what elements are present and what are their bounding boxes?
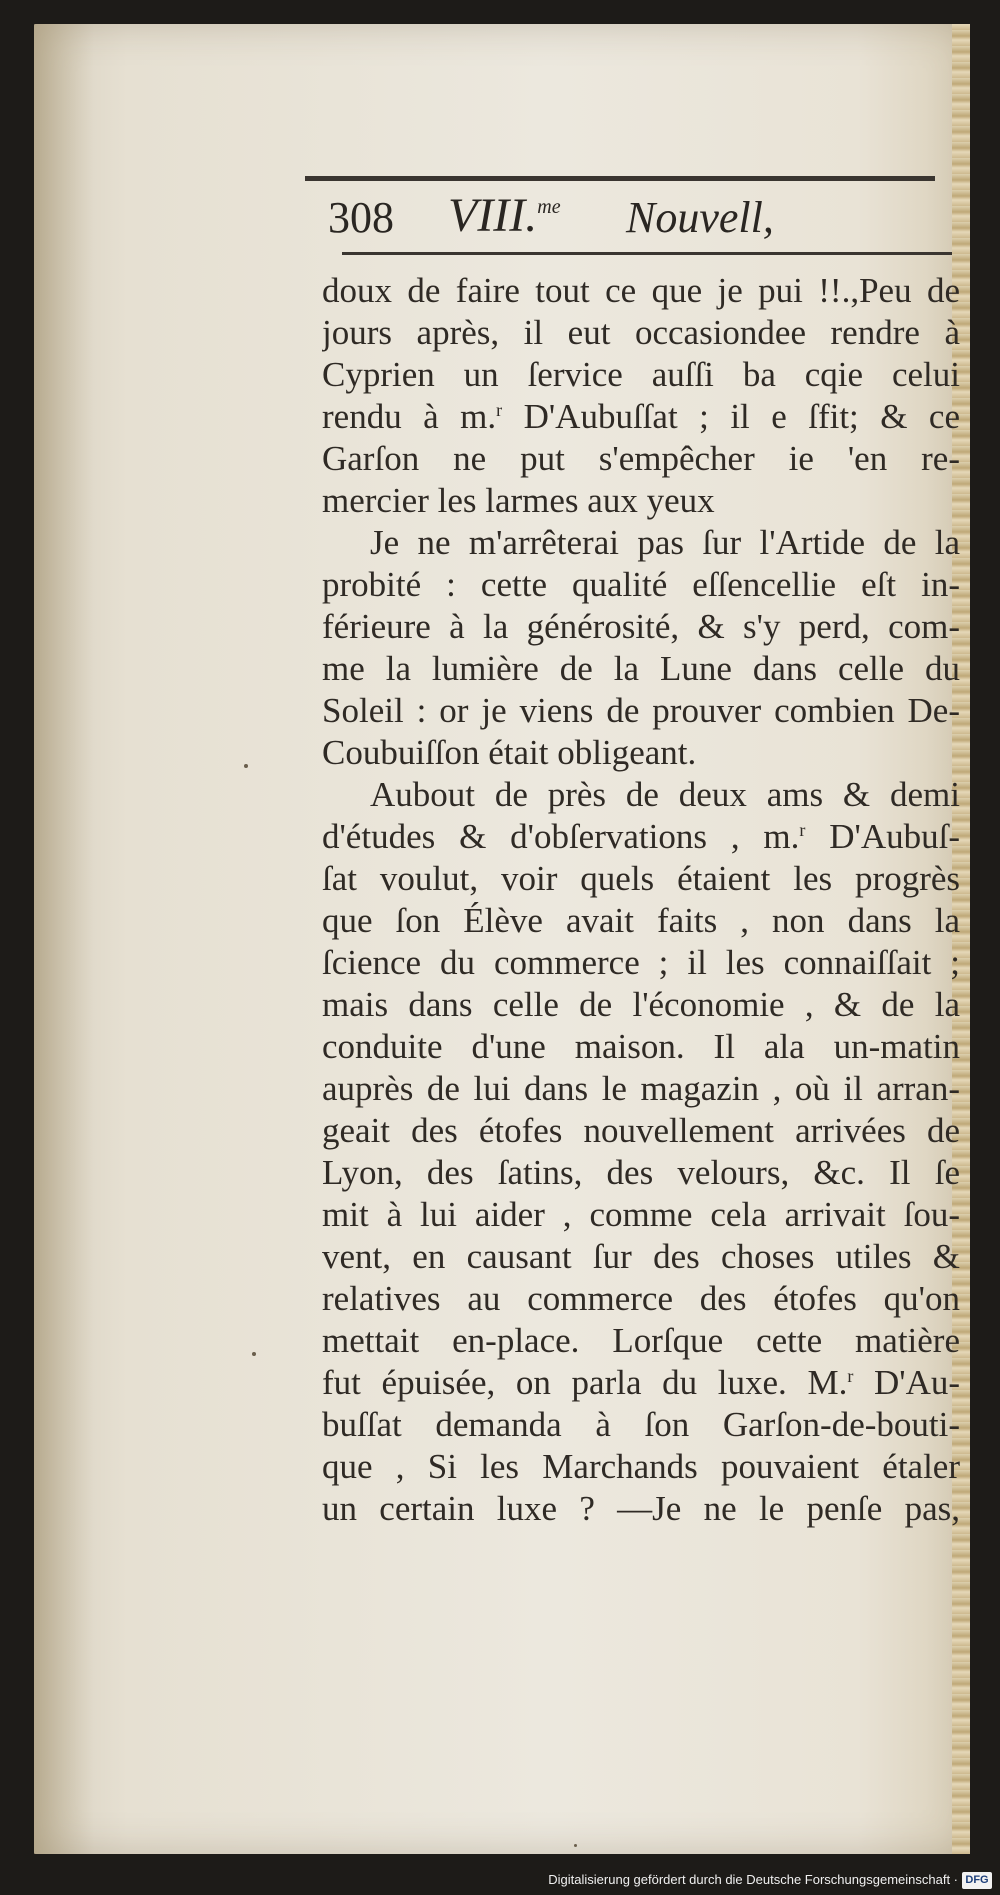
- text-line: Cyprien un ſervice auſſi ba cqie celui: [322, 355, 960, 394]
- text-line: Aubout de près de deux ams & demi: [370, 775, 960, 814]
- text-line: auprès de lui dans le magazin , où il arran-: [322, 1069, 960, 1108]
- running-head-title-superscript: me: [537, 196, 561, 218]
- text-line: ſat voulut, voir quels étaient les progrès: [322, 859, 960, 898]
- page-gutter-shadow: [34, 24, 94, 1854]
- text-line: Lyon, des ſatins, des velours, &c. Il ſe: [322, 1153, 960, 1192]
- body-text: [322, 270, 960, 1550]
- text-line: doux de faire tout ce que je pui !!.,Peu de: [322, 271, 960, 310]
- paper-speck: [252, 1352, 256, 1356]
- text-line: mit à lui aider , comme cela arrivait ſou-: [322, 1195, 960, 1234]
- text-fragment: D'Aubuſ-: [805, 817, 960, 856]
- text-line: [322, 816, 960, 858]
- text-fragment: D'Au-: [853, 1363, 960, 1402]
- dfg-logo: [962, 1872, 992, 1889]
- text-superscript: r: [496, 400, 503, 420]
- header-rule-top: [305, 176, 935, 181]
- running-head-title-text: VIII.: [448, 189, 538, 242]
- text-fragment: fut épuisée, on parla du luxe. M.: [322, 1363, 848, 1402]
- text-line: mettait en-place. Lorſque cette matière: [322, 1321, 960, 1360]
- text-line: un certain luxe ? —Je ne le penſe pas,: [322, 1489, 960, 1528]
- text-line: geait des étofes nouvellement arrivées de: [322, 1111, 960, 1150]
- paper-speck: [244, 764, 248, 768]
- running-head: [328, 188, 948, 252]
- text-line: férieure à la générosité, & s'y perd, com-: [322, 607, 960, 646]
- digitization-credit: Digitalisierung gefördert durch die Deutsche Forschungsgemeinschaft ·: [548, 1872, 958, 1887]
- text-line: relatives au commerce des étofes qu'on: [322, 1279, 960, 1318]
- text-line: mais dans celle de l'économie , & de la: [322, 985, 960, 1024]
- text-line: ſcience du commerce ; il les connaiſſait ;: [322, 943, 960, 982]
- header-rule-bottom: [342, 252, 952, 255]
- text-line: Soleil : or je viens de prouver combien De-: [322, 691, 960, 730]
- text-line: conduite d'une maison. Il ala un-matin: [322, 1027, 960, 1066]
- text-line: probité : cette qualité eſſencellie eſt in-: [322, 565, 960, 604]
- running-head-title: [448, 188, 561, 243]
- text-superscript: r: [799, 820, 806, 840]
- text-line: [322, 396, 960, 438]
- text-fragment: D'Aubuſſat ; il e ſfit; & ce: [502, 397, 960, 436]
- text-superscript: r: [847, 1366, 854, 1386]
- text-line: buſſat demanda à ſon Garſon-de-bouti-: [322, 1405, 960, 1444]
- dfg-logo-text: DFG: [965, 1874, 989, 1886]
- text-fragment: d'études & d'obſervations , m.: [322, 817, 800, 856]
- text-line: [322, 1362, 960, 1404]
- text-line: que ſon Élève avait faits , non dans la: [322, 901, 960, 940]
- text-line: Je ne m'arrêterai pas ſur l'Artide de la: [370, 523, 960, 562]
- text-line: vent, en causant ſur des choses utiles &: [322, 1237, 960, 1276]
- text-line: Coubuiſſon était obligeant.: [322, 733, 697, 772]
- text-line: me la lumière de la Lune dans celle du: [322, 649, 960, 688]
- text-line: que , Si les Marchands pouvaient étaler: [322, 1447, 960, 1486]
- running-head-subtitle: Nouvell,: [626, 193, 774, 242]
- text-fragment: rendu à m.: [322, 397, 497, 436]
- paper-speck: [574, 1844, 577, 1847]
- text-line: Garſon ne put s'empêcher ie 'en re-: [322, 439, 960, 478]
- page-number: 308: [328, 193, 394, 242]
- text-line: mercier les larmes aux yeux: [322, 481, 715, 520]
- text-line: jours après, il eut occasiondee rendre à: [322, 313, 960, 352]
